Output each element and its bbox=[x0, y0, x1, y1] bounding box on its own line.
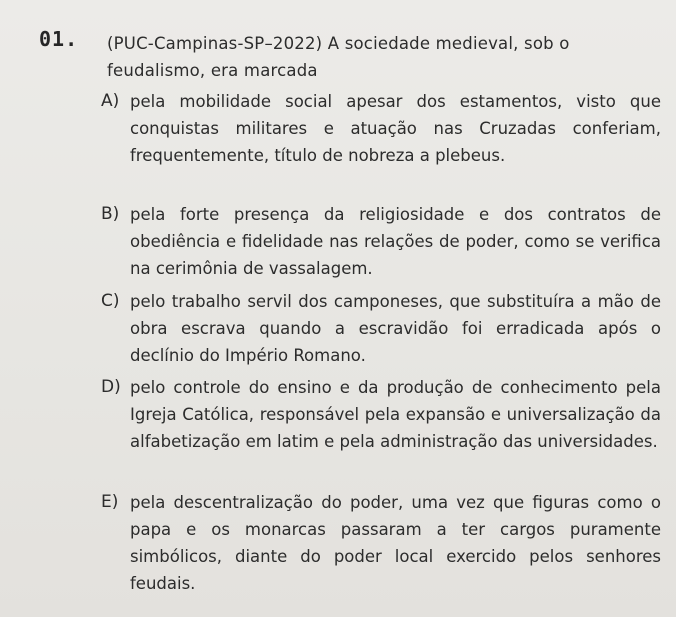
option-c-letter: C) bbox=[101, 291, 120, 311]
option-b[interactable] bbox=[101, 201, 661, 282]
option-b-letter: B) bbox=[101, 204, 120, 224]
question-stem: (PUC-Campinas-SP–2022) A sociedade medieval, sob o feudalismo, era marcada bbox=[107, 34, 570, 80]
option-a[interactable] bbox=[101, 88, 661, 169]
option-c[interactable] bbox=[101, 288, 661, 369]
option-d-letter: D) bbox=[101, 377, 121, 397]
option-e[interactable] bbox=[101, 489, 661, 597]
option-d-text: pelo controle do ensino e da produção de conhecimento pela Igreja Católica, responsável pela expansão e universalização da alfabetização em latim e pela administração das universidades. bbox=[130, 378, 661, 451]
option-c-text: pelo trabalho servil dos camponeses, que substituíra a mão de obra escrava quando a escravidão foi erradicada após o declínio do Império Romano. bbox=[130, 292, 661, 365]
option-e-text: pela descentralização do poder, uma vez que figuras como o papa e os monarcas passaram a ter cargos puramente simbólicos, diante do poder local exercido pelos senhores feudais. bbox=[130, 493, 661, 593]
option-d[interactable] bbox=[101, 374, 661, 455]
question-number: 01. bbox=[39, 27, 79, 51]
option-e-letter: E) bbox=[101, 492, 119, 512]
option-a-text: pela mobilidade social apesar dos estamentos, visto que conquistas militares e atuação nas Cruzadas conferiam, frequentemente, título de nobreza a plebeus. bbox=[130, 92, 661, 165]
option-b-text: pela forte presença da religiosidade e dos contratos de obediência e fidelidade nas relações de poder, como se verifica na cerimônia de vassalagem. bbox=[130, 205, 661, 278]
option-a-letter: A) bbox=[101, 91, 120, 111]
